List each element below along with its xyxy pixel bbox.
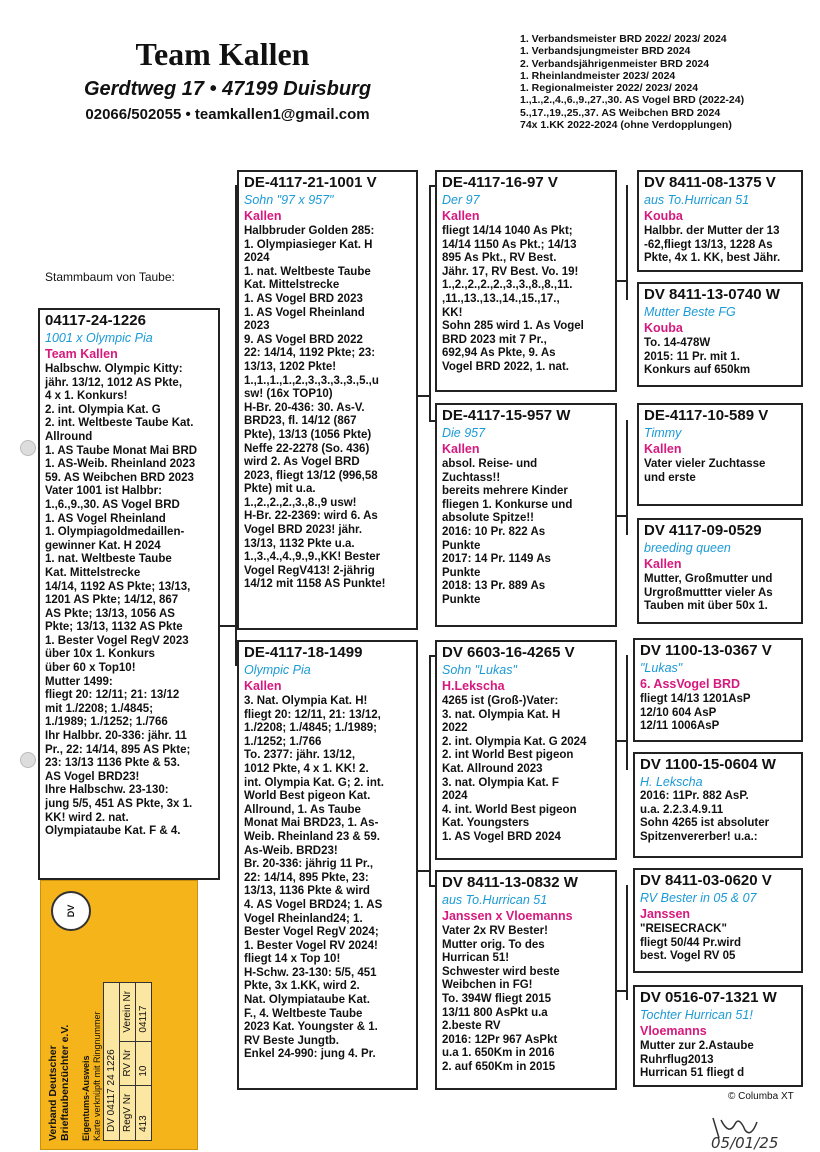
info-line: 2024 (442, 790, 468, 803)
card-col-header: Verein Nr (120, 982, 136, 1041)
pedigree-box-fm (435, 403, 617, 627)
pigeon-info (640, 693, 796, 734)
breeder-name: Kallen (644, 442, 682, 456)
info-line: Weibchen in FG! (442, 979, 533, 992)
card-ring-number: DV 04117 24 1226 (104, 982, 120, 1140)
info-line: best. Vogel RV 05 (640, 950, 736, 963)
contact-info: 02066/502055 • teamkallen1@gmail.com (85, 106, 370, 123)
info-line: 14/14 1150 As Pkt.; 14/13 (442, 238, 577, 251)
connector-line (429, 185, 431, 420)
signature (705, 1110, 810, 1150)
info-line: AS Vogel BRD23! (45, 770, 140, 783)
info-line: 59. AS Weibchen BRD 2023 (45, 471, 194, 484)
info-line: Hurrican 51! (442, 952, 510, 965)
info-line: Vogel Rheinland24; 1. (244, 912, 363, 925)
ring-number: DV 1100-13-0367 V (640, 642, 772, 659)
info-line: 1. AS Taube Monat Mai BRD (45, 444, 198, 457)
info-line: Pkte) mit u.a. (244, 483, 316, 496)
card-title: Eigentums-Ausweis (81, 1055, 91, 1141)
card-org-line: Verband Deutscher (47, 1045, 59, 1141)
breeder-name: Vloemanns (640, 1024, 707, 1038)
pigeon-info (640, 923, 796, 964)
ring-number: DE-4117-10-589 V (644, 407, 769, 424)
info-line: 12/10 604 AsP (640, 706, 717, 719)
connector-line (218, 625, 236, 627)
info-line: gewinner Kat. H 2024 (45, 539, 161, 552)
pedigree-box-fff (637, 170, 803, 272)
info-line: Kat. Mittelstrecke (45, 566, 141, 579)
info-line: Jähr. 17, RV Best. Vo. 19! (442, 265, 579, 278)
info-line: 3. nat. Olympia Kat. H (442, 708, 561, 721)
info-line: 1./1989; 1./1252; 1./766 (45, 716, 168, 729)
pigeon-info (442, 925, 610, 1075)
address: Gerdtweg 17 • 47199 Duisburg (83, 78, 372, 100)
info-line: 1.,2.,2.,2.,3.,8.,9 usw! (244, 496, 357, 509)
pigeon-name: Tochter Hurrican 51! (640, 1008, 753, 1022)
info-line: Vogel RegV413! 2-jährig (244, 564, 375, 577)
info-line: jähr. 13/12, 1012 AS Pkte, (45, 376, 183, 389)
signature-date: 05/01/25 (711, 1134, 779, 1150)
breeder-name: H.Lekscha (442, 679, 505, 693)
pedigree-box-mmm (633, 985, 803, 1087)
info-line: 2018: 13 Pr. 889 As (442, 580, 546, 593)
card-col-header: RV Nr (120, 1041, 136, 1085)
ring-number: 04117-24-1226 (45, 312, 146, 329)
card-table (103, 982, 152, 1141)
awards-list (520, 33, 744, 131)
info-line: Kat. Allround 2023 (442, 762, 543, 775)
info-line: 23: 13/13 1136 Pkte & 53. (45, 757, 180, 770)
card-subtitle: Karte verknüpft mit Ringnummer (92, 1011, 102, 1141)
info-line: 895 As Pkt., RV Best. (442, 252, 557, 265)
pigeon-info (244, 695, 411, 1062)
info-line: Halbbruder Golden 285: (244, 225, 375, 237)
info-line: Punkte (442, 539, 481, 552)
info-line: 2015: 11 Pr. mit 1. (644, 350, 740, 363)
info-line: Mutter 1499: (45, 675, 113, 688)
info-line: Neffe 22-2278 (So. 436) (244, 442, 370, 455)
card-title-block (81, 1011, 103, 1141)
info-line: "REISECRACK" (640, 923, 727, 935)
pedigree-box-father (237, 170, 418, 630)
pigeon-name: RV Bester in 05 & 07 (640, 891, 757, 905)
info-line: 2. int. Weltbeste Taube Kat. (45, 417, 194, 430)
pigeon-info (640, 790, 796, 844)
info-line: 13/11 800 AsPkt u.a (442, 1006, 548, 1019)
pigeon-name: Der 97 (442, 193, 480, 207)
info-line: Vogel BRD 2022, 1. nat. (442, 360, 569, 373)
info-line: 14/14, 1192 AS Pkte; 13/13, (45, 580, 191, 593)
info-line: Pr., 22: 14/14, 895 AS Pkte; (45, 743, 191, 756)
info-line: BRD 2023 mit 7 Pr., (442, 333, 547, 346)
info-line: Ruhrflug2013 (640, 1053, 714, 1066)
info-line: KK! wird 2. nat. (45, 811, 129, 824)
info-line: Punkte (442, 593, 481, 606)
pigeon-name: breeding queen (644, 541, 731, 555)
card-cell: 413 (136, 1085, 152, 1140)
info-line: bereits mehrere Kinder (442, 485, 568, 498)
connector-line (416, 395, 430, 397)
pigeon-info (644, 225, 796, 266)
award-item: 1. Rheinlandmeister 2023/ 2024 (520, 69, 676, 82)
pedigree-box-fmm (637, 518, 803, 624)
info-line: H-Br. 20-436: 30. As-V. (244, 401, 365, 414)
info-line: jung 5/5, 451 AS Pkte, 3x 1. (45, 798, 193, 810)
info-line: BRD23, fl. 14/12 (867 (244, 415, 357, 428)
info-line: 2023 (244, 320, 270, 333)
award-item: 2. Verbandsjährigenmeister BRD 2024 (520, 57, 710, 70)
info-line: 1. Bester Vogel RV 2024! (244, 939, 378, 952)
breeder-name: Janssen (640, 907, 691, 921)
pigeon-info (244, 225, 411, 592)
info-line: World Best pigeon Kat. (244, 790, 371, 803)
pigeon-name: aus To.Hurrican 51 (442, 893, 548, 907)
ring-number: DV 8411-03-0620 V (640, 872, 772, 889)
ring-number: DV 4117-09-0529 (644, 522, 762, 539)
info-line: 2016: 11Pr. 882 AsP. (640, 790, 749, 802)
info-line: fliegt 14/14 1040 As Pkt; (442, 225, 573, 237)
info-line: 3. nat. Olympia Kat. F (442, 776, 559, 789)
info-line: 12/11 1006AsP (640, 720, 720, 733)
breeder-name: Kallen (644, 557, 682, 571)
info-line: 1.,3.,4.,4.,9.,9.,KK! Bester (244, 551, 381, 564)
info-line: mit 1./2208; 1./4845; (45, 702, 154, 715)
info-line: 1. nat. Weltbeste Taube (244, 265, 371, 278)
info-line: Allround, 1. As Taube (244, 803, 361, 816)
ring-number: DE-4117-15-957 W (442, 407, 571, 424)
info-line: H-Schw. 23-130: 5/5, 451 (244, 966, 377, 979)
info-line: Halbschw. Olympic Kitty: (45, 363, 183, 375)
pigeon-info (442, 225, 610, 375)
pigeon-name: "Lukas" (640, 661, 683, 675)
info-line: Punkte (442, 566, 481, 579)
info-line: und erste (644, 471, 696, 484)
pigeon-info (644, 573, 796, 614)
info-line: Spitzenvererber! u.a.: (640, 830, 758, 843)
connector-line (626, 185, 628, 300)
info-line: 1. AS Vogel Rheinland (45, 512, 166, 525)
info-line: Enkel 24-990: jung 4. Pr. (244, 1048, 376, 1061)
info-line: Mutter orig. To des (442, 938, 545, 951)
info-line: Halbbr. der Mutter der 13 (644, 225, 780, 237)
award-item: 5.,17.,19.,25.,37. AS Weibchen BRD 2024 (520, 106, 721, 119)
breeder-name: Kouba (644, 209, 683, 223)
punch-hole (20, 440, 36, 456)
info-line: 2023, fliegt 13/12 (996,58 (244, 469, 378, 482)
info-line: Schwester wird beste (442, 965, 560, 978)
breeder-name: Kallen (442, 442, 480, 456)
info-line: Pkte, 3x 1.KK, wird 2. (244, 980, 360, 993)
info-line: 4. int. World Best pigeon (442, 803, 577, 816)
info-line: 3. Nat. Olympia Kat. H! (244, 695, 368, 707)
award-item: 1.,1.,2.,4.,6.,9.,27.,30. AS Vogel BRD (2022-24) (520, 94, 745, 107)
breeder-name: Kallen (244, 679, 282, 693)
info-line: 2022 (442, 722, 468, 735)
pedigree-box-ffm (637, 282, 803, 387)
pigeon-info (45, 363, 213, 839)
breeder-name: Kallen (442, 209, 480, 223)
ring-number: DV 8411-13-0832 W (442, 874, 578, 891)
info-line: 2023 Kat. Youngster & 1. (244, 1021, 378, 1034)
ownership-card (40, 880, 198, 1150)
info-line: sw! (16x TOP10) (244, 388, 333, 401)
info-line: wird 2. As Vogel BRD (244, 456, 360, 469)
info-line: As-Weib. BRD23! (244, 844, 338, 857)
info-line: Pkte; 13/13, 1132 AS Pkte (45, 621, 183, 634)
pigeon-info (644, 458, 796, 485)
info-line: Pkte, 4x 1. KK, best Jähr. (644, 252, 781, 265)
info-line: To. 14-478W (644, 337, 711, 349)
info-line: Hurrican 51 fliegt d (640, 1067, 745, 1080)
info-line: 22: 14/14, 1192 Pkte; 23: (244, 347, 376, 360)
info-line: 1. Olympiagoldmedaillen- (45, 526, 185, 539)
info-line: 2. int. Olympia Kat. G (45, 403, 161, 416)
card-cell: 04117 (136, 982, 152, 1041)
info-line: To. 394W fliegt 2015 (442, 992, 552, 1005)
info-line: Weib. Rheinland 23 & 59. (244, 830, 380, 843)
breeder-name: Kallen (244, 209, 282, 223)
copyright: © Columba XT (728, 1091, 794, 1102)
info-line: int. Olympia Kat. G; 2. int. (244, 776, 384, 789)
pigeon-info (640, 1040, 796, 1081)
pedigree-box-mf (435, 640, 617, 860)
info-line: 1.,1.,1.,1.,2.,3.,3.,3.,3.,5.,u (244, 374, 379, 387)
info-line: über 10x 1. Konkurs (45, 648, 155, 661)
info-line: Vater vieler Zuchtasse (644, 458, 766, 470)
breeder-name: Janssen x Vloemanns (442, 909, 573, 923)
info-line: 2016: 10 Pr. 822 As (442, 525, 546, 538)
info-line: 1.,6.,9.,30. AS Vogel BRD (45, 498, 180, 511)
info-line: Kat. Youngsters (442, 817, 530, 830)
info-line: fliegt 14 x Top 10! (244, 953, 341, 966)
dv-logo-icon: DV (51, 891, 91, 931)
ring-number: DV 8411-08-1375 V (644, 174, 776, 191)
pigeon-name: Timmy (644, 426, 682, 440)
pigeon-name: Olympic Pia (244, 663, 311, 677)
pedigree-box-fmf (637, 403, 803, 506)
pigeon-info (644, 337, 796, 378)
info-line: 2016: 12Pr 967 AsPkt (442, 1033, 558, 1046)
connector-line (429, 655, 431, 885)
info-line: Mutter zur 2.Astaube (640, 1040, 754, 1052)
ring-number: DE-4117-16-97 V (442, 174, 558, 191)
pedigree-box-subject (38, 308, 220, 880)
pigeon-info (442, 458, 610, 608)
info-line: Konkurs auf 650km (644, 364, 751, 377)
ring-number: DV 8411-13-0740 W (644, 286, 780, 303)
info-line: Olympiataube Kat. F & 4. (45, 825, 181, 838)
award-item: 74x 1.KK 2022-2024 (ohne Verdopplungen) (520, 119, 732, 132)
info-line: 13/13, 1132 Pkte u.a. (244, 537, 355, 550)
card-org (47, 1025, 71, 1141)
info-line: 1. AS Vogel Rheinland (244, 306, 365, 319)
info-line: über 60 x Top10! (45, 662, 136, 675)
info-line: 2. int World Best pigeon (442, 749, 574, 762)
info-line: 2017: 14 Pr. 1149 As (442, 553, 551, 566)
info-line: Ihre Halbschw. 23-130: (45, 784, 169, 797)
pedigree-box-mother (237, 640, 418, 1090)
pigeon-name: Sohn "97 x 957" (244, 193, 334, 207)
info-line: Mutter, Großmutter und (644, 573, 773, 585)
ring-number: DV 1100-15-0604 W (640, 756, 776, 773)
info-line: 14/12 mit 1158 AS Punkte! (244, 578, 386, 591)
info-line: fliegt 20: 12/11; 21: 13/12 (45, 689, 180, 702)
pedigree-box-ff (435, 170, 617, 392)
info-line: 9. AS Vogel BRD 2022 (244, 333, 363, 346)
pigeon-name: Sohn "Lukas" (442, 663, 517, 677)
pigeon-name: Die 957 (442, 426, 486, 440)
info-line: Ihr Halbbr. 20-336: jähr. 11 (45, 730, 187, 743)
info-line: AS Pkte; 13/13, 1056 AS (45, 607, 175, 620)
connector-line (626, 655, 628, 770)
pedigree-box-mm (435, 870, 617, 1090)
card-col-header: RegV Nr (120, 1085, 136, 1140)
info-line: 1.,2.,2.,2.,2.,3.,3.,8.,8.,11. (442, 279, 573, 292)
info-line: 692,94 As Pkte, 9. As (442, 347, 556, 360)
info-line: Vater 1001 ist Halbbr: (45, 485, 162, 498)
info-line: 22: 14/14, 895 Pkte, 23: (244, 871, 369, 884)
info-line: fliegen 1. Konkurse und (442, 498, 573, 511)
info-line: 1012 Pkte, 4 x 1. KK! 2. (244, 762, 369, 775)
card-org-line: Brieftaubenzüchter e.V. (59, 1024, 71, 1141)
info-line: 13/13, 1202 Pkte! (244, 360, 337, 373)
info-line: Bester Vogel RegV 2024; (244, 926, 379, 939)
info-line: RV Beste Jungtb. (244, 1034, 339, 1047)
info-line: 1. Olympiasieger Kat. H (244, 238, 373, 251)
info-line: 2024 (244, 252, 270, 265)
info-line: Urgroßmuttter vieler As (644, 586, 773, 599)
info-line: Br. 20-336: jährig 11 Pr., (244, 858, 374, 871)
info-line: 4 x 1. Konkurs! (45, 390, 128, 403)
pedigree-label: Stammbaum von Taube: (45, 270, 175, 284)
connector-line (626, 885, 628, 1000)
ring-number: DE-4117-21-1001 V (244, 174, 377, 191)
info-line: u.a. 2.2.3.4.9.11 (640, 803, 724, 816)
info-line: 2.beste RV (442, 1020, 501, 1033)
info-line: 1201 AS Pkte; 14/12, 867 (45, 594, 179, 607)
punch-hole (20, 752, 36, 768)
info-line: fliegt 20: 12/11, 21: 13/12, (244, 708, 381, 721)
info-line: 1. AS Vogel BRD 2024 (442, 830, 561, 843)
info-line: Vogel BRD 2023! jähr. (244, 524, 363, 537)
info-line: 1./2208; 1./4845; 1./1989; (244, 722, 377, 735)
pigeon-name: Mutter Beste FG (644, 305, 736, 319)
info-line: 1. AS Vogel BRD 2023 (244, 292, 363, 305)
info-line: H-Br. 22-2369: wird 6. As (244, 510, 378, 523)
pedigree-box-mff (633, 638, 803, 742)
info-line: -62,fliegt 13/13, 1228 As (644, 238, 773, 251)
info-line: 2. auf 650Km in 2015 (442, 1060, 556, 1073)
info-line: KK! (442, 306, 463, 319)
pigeon-info (442, 695, 610, 845)
info-line: Monat Mai BRD23, 1. As- (244, 817, 379, 830)
breeder-name: Team Kallen (45, 347, 118, 361)
info-line: Allround (45, 430, 93, 443)
info-line: 1. AS-Weib. Rheinland 2023 (45, 458, 196, 471)
info-line: Kat. Mittelstrecke (244, 279, 340, 292)
award-item: 1. Verbandsmeister BRD 2022/ 2023/ 2024 (520, 33, 727, 45)
pigeon-name: aus To.Hurrican 51 (644, 193, 750, 207)
info-line: 13/13, 1136 Pkte & wird (244, 885, 370, 898)
info-line: 1. nat. Weltbeste Taube (45, 553, 172, 566)
info-line: Nat. Olympiataube Kat. (244, 994, 370, 1007)
info-line: Sohn 285 wird 1. As Vogel (442, 320, 584, 333)
info-line: fliegt 50/44 Pr.wird (640, 936, 741, 949)
info-line: absol. Reise- und (442, 458, 538, 470)
pedigree-box-mfm (633, 752, 803, 858)
info-line: Pkte), 13/13 (1056 Pkte) (244, 428, 372, 441)
info-line: 1. Bester Vogel RegV 2023 (45, 634, 189, 647)
info-line: ,11.,13.,13.,14.,15.,17., (442, 292, 560, 305)
info-line: 1./1252; 1./766 (244, 735, 322, 748)
info-line: 4. AS Vogel BRD24; 1. AS (244, 898, 383, 911)
card-cell: 10 (136, 1041, 152, 1085)
breeder-name: Kouba (644, 321, 683, 335)
pedigree-box-mmf (633, 868, 803, 973)
info-line: 4265 ist (Groß-)Vater: (442, 695, 559, 707)
info-line: To. 2377: jähr. 13/12, (244, 749, 356, 762)
connector-line (626, 420, 628, 535)
info-line: 2. int. Olympia Kat. G 2024 (442, 735, 587, 748)
award-item: 1. Regionalmeister 2022/ 2023/ 2024 (520, 82, 699, 95)
info-line: Vater 2x RV Bester! (442, 925, 548, 937)
award-item: 1. Verbandsjungmeister BRD 2024 (520, 45, 691, 58)
info-line: u.a 1. 650Km in 2016 (442, 1047, 555, 1060)
ring-number: DV 6603-16-4265 V (442, 644, 575, 661)
info-line: absolute Spitze!! (442, 512, 535, 525)
info-line: Zuchtass!! (442, 471, 501, 484)
info-line: F., 4. Weltbeste Taube (244, 1007, 363, 1020)
breeder-name: 6. AssVogel BRD (640, 677, 741, 691)
info-line: Sohn 4265 ist absoluter (640, 817, 770, 830)
pigeon-name: 1001 x Olympic Pia (45, 331, 153, 345)
connector-line (416, 870, 430, 872)
ring-number: DE-4117-18-1499 (244, 644, 363, 661)
pigeon-name: H. Lekscha (640, 775, 703, 789)
info-line: fliegt 14/13 1201AsP (640, 693, 751, 705)
info-line: Tauben mit über 50x 1. (644, 600, 768, 613)
page-title: Team Kallen (135, 36, 310, 72)
ring-number: DV 0516-07-1321 W (640, 989, 777, 1006)
